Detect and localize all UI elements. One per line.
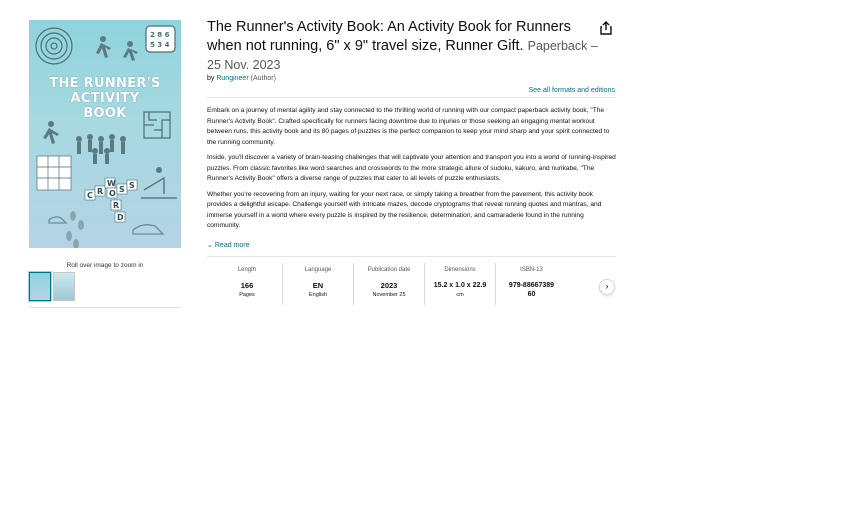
share-button[interactable] [598, 20, 614, 36]
detail-label: Length [237, 267, 257, 273]
sudoku-badge-icon [146, 26, 175, 52]
divider [207, 97, 616, 98]
product-title-text: The Runner's Activity Book: An Activity Book for Runners when not running, 6" x 9" travel size, Runner Gift. [207, 19, 571, 54]
description-paragraph: Whether you're recovering from an injury, waiting for your next race, or simply taking a breather from the pavement, this activity book provides a delightful escape. Challenge yourself with intricate mazes, decode cryptograms that reveal running quotes and mantras, and immerse yourself in a world where every puzzle is inspired by the resilience, determination, and camaraderie found in the running community. [207, 190, 602, 229]
by-label: by [207, 75, 215, 82]
svg-text:C: C [87, 191, 93, 200]
product-format: Paperback – 25 Nov. 2023 [207, 39, 598, 72]
detail-length [212, 263, 283, 305]
crossword-tiles [85, 178, 137, 222]
detail-isbn [496, 263, 567, 305]
svg-text:R: R [113, 201, 120, 210]
runner-silhouettes-mid [43, 121, 59, 144]
chevron-down-icon: ⌄ [207, 242, 213, 249]
detail-value: 166 [240, 281, 254, 290]
cover-art [29, 20, 181, 248]
detail-sub: English [308, 292, 328, 298]
detail-value: 15.2 x 1.0 x 22.9 [433, 282, 487, 289]
byline [207, 75, 276, 82]
cover-title-line: THE RUNNER'S [49, 76, 161, 91]
chevron-right-icon: › [605, 281, 609, 291]
share-icon [598, 20, 614, 36]
divider [207, 256, 616, 257]
detail-label: Publication date [367, 267, 411, 273]
thumbnail-front-cover[interactable] [29, 272, 51, 301]
detail-dimensions [425, 263, 496, 305]
product-title [207, 18, 602, 75]
author-link[interactable]: Rungineer [216, 75, 249, 82]
book-cover-image[interactable] [29, 20, 181, 248]
see-all-formats-link[interactable]: See all formats and editions [528, 87, 615, 94]
detail-value: 979-8866738960 [508, 282, 555, 298]
svg-text:S: S [119, 185, 125, 194]
svg-text:W: W [107, 179, 116, 188]
svg-text:O: O [109, 189, 116, 198]
svg-text:2 8 6: 2 8 6 [150, 31, 170, 39]
read-more-link[interactable] [207, 241, 250, 249]
thumbnail-back-cover[interactable] [53, 272, 75, 301]
detail-value: 2023 [380, 281, 398, 290]
footprints [66, 211, 84, 248]
runner-crowd [76, 134, 126, 164]
zoom-hint: Roll over image to zoom in [66, 262, 144, 269]
detail-sub: November 25 [372, 292, 406, 298]
read-more-label: Read more [214, 242, 250, 249]
cover-title-line: ACTIVITY [70, 91, 140, 106]
detail-label: Language [304, 267, 332, 273]
detail-label: Dimensions [444, 267, 476, 273]
detail-label: ISBN-13 [520, 267, 543, 273]
running-shoe-icon [49, 217, 163, 234]
cover-title-line: BOOK [83, 106, 127, 121]
word-search-grid [37, 156, 71, 190]
circular-maze-icon [36, 28, 72, 64]
product-details-carousel [212, 263, 594, 305]
book-description [207, 106, 616, 240]
description-paragraph: Embark on a journey of mental agility and stay connected to the thrilling world of running with our compact paperback activity book, "The Runner's Activity Book". Crafted specifically for runners facing downtime due to injuries or those seeking an engaging mental workout between runs, this activity book and its 80 pages of puzzles is the perfect companion to keep your mind sharp and your spirit connected to the running community. [207, 107, 610, 146]
author-role: (Author) [250, 75, 276, 82]
divider [29, 307, 181, 308]
svg-text:S: S [129, 181, 135, 190]
detail-publication-date [354, 263, 425, 305]
carousel-next-button[interactable] [599, 279, 615, 295]
detail-language [283, 263, 354, 305]
svg-text:5 3 4: 5 3 4 [150, 41, 170, 49]
cover-title [29, 76, 181, 121]
svg-text:D: D [117, 213, 124, 222]
svg-text:R: R [97, 187, 104, 196]
detail-sub: Pages [239, 292, 255, 298]
detail-value: EN [312, 281, 324, 290]
description-paragraph: Inside, you'll discover a variety of brain-teasing challenges that will captivate your attention and transport you into a world of running-inspired puzzles. From classic favorites like word searches and crosswords to the more strategic allure of sudoku, kakuro, and nurikabe, "The Runner's Activity Book" offers a diverse range of puzzles that cater to all levels of puzzle enthusiasts. [207, 154, 616, 182]
treadmill-icon [141, 167, 177, 198]
runner-silhouettes-top [96, 36, 138, 61]
detail-sub: cm [456, 292, 464, 298]
